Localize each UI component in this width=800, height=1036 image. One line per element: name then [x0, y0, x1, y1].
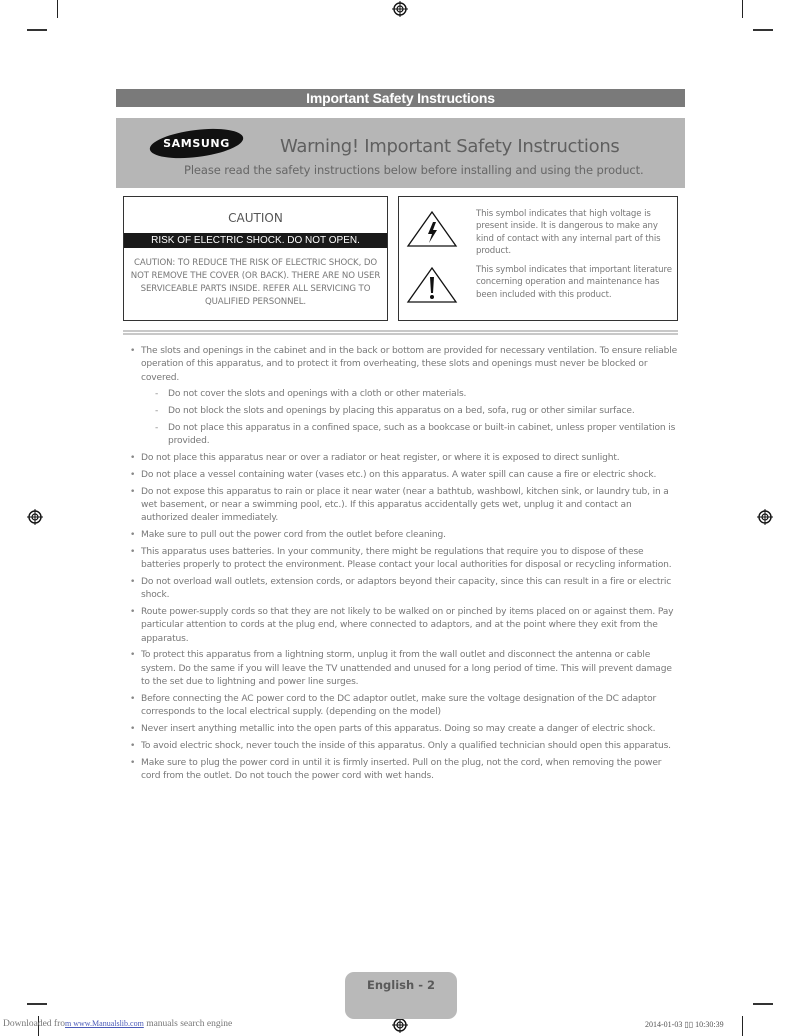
- crop-mark: [27, 1003, 47, 1005]
- list-item: • Route power-supply cords so that they are not likely to be walked on or pinched by items placed on or against them. Pay particular attention to cords at the plug end, where connected to adaptors, and at the point where they exit from the apparatus.: [129, 606, 681, 646]
- list-item: • To avoid electric shock, never touch the inside of this apparatus. Only a qualified technician should open this apparatus.: [129, 740, 681, 753]
- registration-mark-icon: [392, 1017, 408, 1033]
- download-link[interactable]: m www.Manualslib.com: [65, 1019, 144, 1028]
- list-item: • Do not place a vessel containing water (vases etc.) on this apparatus. A water spill can cause a fire or electric shock.: [129, 469, 681, 482]
- print-timestamp: 2014-01-03 ▯▯ 10:30:39: [645, 1020, 724, 1029]
- warning-title: Warning! Important Safety Instructions: [280, 136, 620, 157]
- crop-mark: [742, 1016, 743, 1036]
- risk-of-shock-label: RISK OF ELECTRIC SHOCK. DO NOT OPEN.: [124, 233, 387, 248]
- instruction-text: The slots and openings in the cabinet and in the back or bottom are provided for necessary ventilation. To ensure reliable operation of this apparatus, and to protect it from overheating, these slots and openings must never be blocked or covered.: [141, 346, 678, 383]
- crop-mark: [742, 0, 743, 18]
- list-item: • Make sure to pull out the power cord from the outlet before cleaning.: [129, 529, 681, 542]
- caution-box: [123, 196, 388, 321]
- list-item: • To protect this apparatus from a lightning storm, unplug it from the wall outlet and disconnect the antenna or cable system. Do the same if you will leave the TV unattended and unused for a long period of time. This will prevent damage to the set due to lightning and power line surges.: [129, 649, 681, 689]
- exclamation-warning-icon: [406, 266, 458, 304]
- registration-mark-icon: [757, 509, 773, 525]
- warning-banner: [116, 118, 685, 188]
- samsung-logo-icon: [148, 128, 245, 159]
- sub-list-item: - Do not cover the slots and openings with a cloth or other materials.: [141, 388, 681, 401]
- warning-subtitle: Please read the safety instructions below before installing and using the product.: [184, 163, 644, 177]
- caution-title: CAUTION: [228, 211, 283, 225]
- page-number: English - 2: [367, 978, 435, 992]
- download-prefix: Downloaded fro: [3, 1019, 65, 1029]
- list-item: • Do not expose this apparatus to rain or place it near water (near a bathtub, washbowl, kitchen sink, or laundry tub, in a wet basement, or near a swimming pool, etc.). If this apparatus accidentally gets wet, unplug it and contact an authorized dealer immediately.: [129, 486, 681, 526]
- symbol-description: This symbol indicates that high voltage is present inside. It is dangerous to make any kind of contact with any internal part of this product.: [476, 209, 661, 257]
- symbols-box: [398, 196, 678, 321]
- list-item: • Make sure to plug the power cord in until it is firmly inserted. Pull on the plug, not the cord, when removing the power cord from the outlet. Do not touch the power cord with wet hands.: [129, 757, 681, 784]
- symbol-description: This symbol indicates that important literature concerning operation and maintenance has been included with this product.: [476, 265, 672, 300]
- brand-name: SAMSUNG: [163, 137, 230, 150]
- download-source: [3, 1019, 232, 1029]
- list-item: • Do not overload wall outlets, extension cords, or adaptors beyond their capacity, since this can result in a fire or electric shock.: [129, 576, 681, 603]
- crop-mark: [27, 29, 47, 31]
- crop-mark: [753, 29, 773, 31]
- list-item: • Before connecting the AC power cord to the DC adaptor outlet, make sure the voltage designation of the DC adaptor corresponds to the local electrical supply. (depending on the model): [129, 693, 681, 720]
- safety-instructions-list: [129, 345, 681, 787]
- list-item: [129, 345, 681, 449]
- registration-mark-icon: [392, 1, 408, 17]
- sub-list-item: - Do not place this apparatus in a confined space, such as a bookcase or built-in cabinet, unless proper ventilation is provided.: [141, 422, 681, 449]
- list-item: • This apparatus uses batteries. In your community, there might be regulations that require you to dispose of these batteries properly to protect the environment. Please contact your local authorities for disposal or recycling information.: [129, 546, 681, 573]
- list-item: • Do not place this apparatus near or over a radiator or heat register, or where it is exposed to direct sunlight.: [129, 452, 681, 465]
- crop-mark: [57, 0, 58, 18]
- download-suffix: manuals search engine: [143, 1019, 233, 1029]
- crop-mark: [753, 1003, 773, 1005]
- caution-body: CAUTION: TO REDUCE THE RISK OF ELECTRIC SHOCK, DO NOT REMOVE THE COVER (OR BACK). THERE ARE NO USER SERVICEABLE PARTS INSIDE. REFER ALL SERVICING TO QUALIFIED PERSONNEL.: [130, 258, 381, 307]
- section-title-bar: [116, 89, 685, 107]
- section-title: Important Safety Instructions: [306, 90, 495, 106]
- high-voltage-icon: [406, 210, 458, 248]
- sub-list: [141, 388, 681, 448]
- list-item: • Never insert anything metallic into the open parts of this apparatus. Doing so may create a danger of electric shock.: [129, 723, 681, 736]
- page-number-tab: [345, 972, 457, 1019]
- registration-mark-icon: [27, 509, 43, 525]
- section-divider: [123, 330, 678, 335]
- sub-list-item: - Do not block the slots and openings by placing this apparatus on a bed, sofa, rug or other similar surface.: [141, 405, 681, 418]
